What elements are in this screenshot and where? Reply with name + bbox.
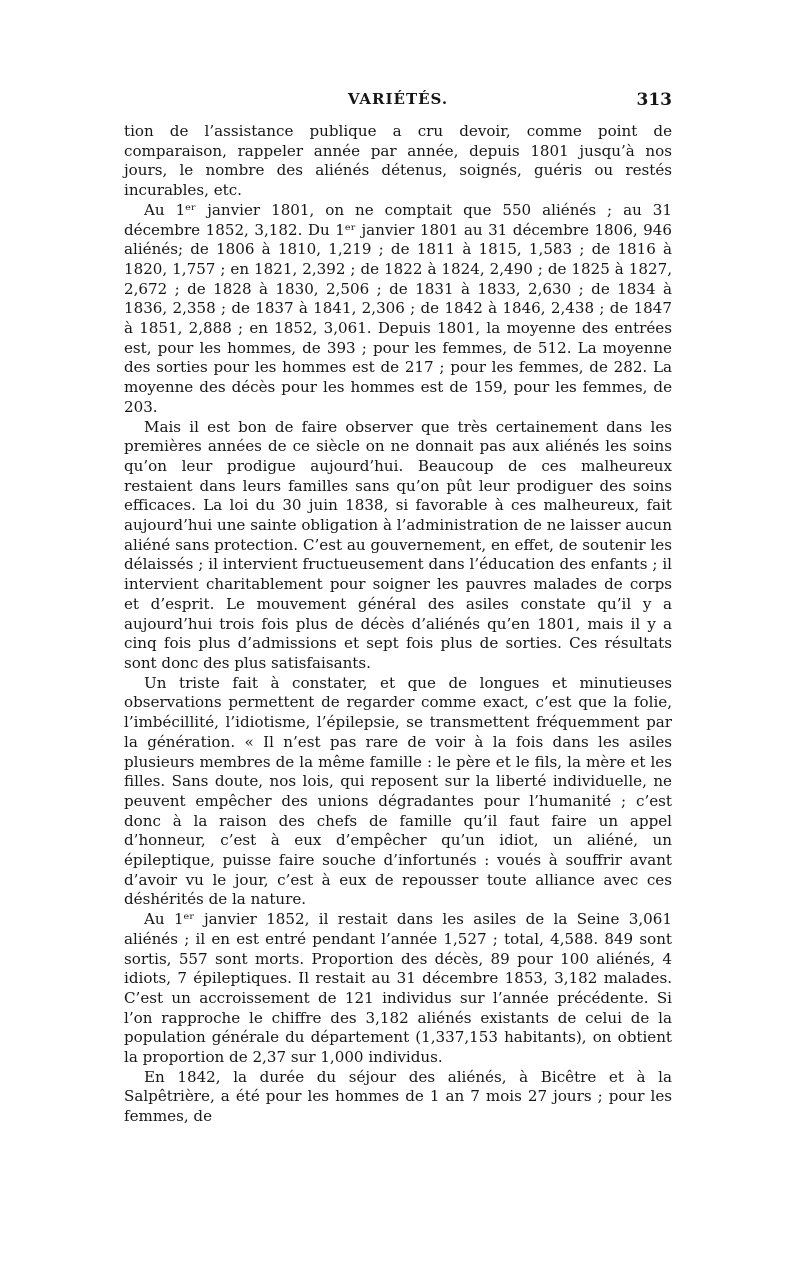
page-header [124, 90, 672, 118]
paragraph: Au 1ᵉʳ janvier 1801, on ne comptait que 550 aliénés ; au 31 décembre 1852, 3,182. Du 1ᵉʳ janvier 1801 au 31 décembre 1806, 946 aliénés; de 1806 à 1810, 1,219 ; de 1811 à 1815, 1,583 ; de 1816 à 1820, 1,757 ; en 1821, 2,392 ; de 1822 à 1824, 2,490 ; de 1825 à 1827, 2,672 ; de 1828 à 1830, 2,506 ; de 1831 à 1833, 2,630 ; de 1834 à 1836, 2,358 ; de 1837 à 1841, 2,306 ; de 1842 à 1846, 2,438 ; de 1847 à 1851, 2,888 ; en 1852, 3,061. Depuis 1801, la moyenne des entrées est, pour les hommes, de 393 ; pour les femmes, de 512. La moyenne des sorties pour les hommes est de 217 ; pour les femmes, de 282. La moyenne des décès pour les hommes est de 159, pour les femmes, de 203. [124, 200, 672, 416]
page-number: 313 [636, 90, 672, 110]
book-page [124, 90, 672, 1127]
paragraph: En 1842, la durée du séjour des aliénés, à Bicêtre et à la Salpêtrière, a été pour les hommes de 1 an 7 mois 27 jours ; pour les femmes, de [124, 1067, 672, 1126]
paragraph: Mais il est bon de faire observer que très certainement dans les premières années de ce siècle on ne donnait pas aux aliénés les soins qu’on leur prodigue aujourd’hui. Beaucoup de ces malheureux restaient dans leurs familles sans qu’on pût leur prodiguer des soins efficaces. La loi du 30 juin 1838, si favorable à ces malheureux, fait aujourd’hui une sainte obligation à l’administration de ne laisser aucun aliéné sans protection. C’est au gouvernement, en effet, de soutenir les délaissés ; il intervient fructueusement dans l’éducation des enfants ; il intervient charitablement pour soigner les pauvres malades de corps et d’esprit. Le mouvement général des asiles constate qu’il y a aujourd’hui trois fois plus de décès d’aliénés qu’en 1801, mais il y a cinq fois plus d’admissions et sept fois plus de sorties. Ces résultats sont donc des plus satisfaisants. [124, 417, 672, 672]
paragraph: Au 1ᵉʳ janvier 1852, il restait dans les asiles de la Seine 3,061 aliénés ; il en est entré pendant l’année 1,527 ; total, 4,588. 849 sont sortis, 557 sont morts. Proportion des décès, 89 pour 100 aliénés, 4 idiots, 7 épileptiques. Il restait au 31 décembre 1853, 3,182 malades. C’est un accroissement de 121 individus sur l’année précédente. Si l’on rapproche le chiffre des 3,182 aliénés existants de celui de la population générale du département (1,337,153 habitants), on obtient la proportion de 2,37 sur 1,000 individus. [124, 910, 672, 1067]
body-text [124, 122, 672, 1127]
running-title: VARIÉTÉS. [347, 90, 449, 108]
paragraph: Un triste fait à constater, et que de longues et minutieuses observations permettent de regarder comme exact, c’est que la folie, l’imbécillité, l’idiotisme, l’épilepsie, se transmettent fréquemment par la génération. « Il n’est pas rare de voir à la fois dans les asiles plusieurs membres de la même famille : le père et le fils, la mère et les filles. Sans doute, nos lois, qui reposent sur la liberté individuelle, ne peuvent empêcher des unions dégradantes pour l’humanité ; c’est donc à la raison des chefs de famille qu’il faut faire un appel d’honneur, c’est à eux d’empêcher qu’un idiot, un aliéné, un épileptique, puisse faire souche d’infortunés : voués à souffrir avant d’avoir vu le jour, c’est à eux de repousser toute alliance avec ces déshérités de la nature. [124, 673, 672, 909]
paragraph: tion de l’assistance publique a cru devoir, comme point de comparaison, rappeler année par année, depuis 1801 jusqu’à nos jours, le nombre des aliénés détenus, soignés, guéris ou restés incurables, etc. [124, 122, 672, 200]
